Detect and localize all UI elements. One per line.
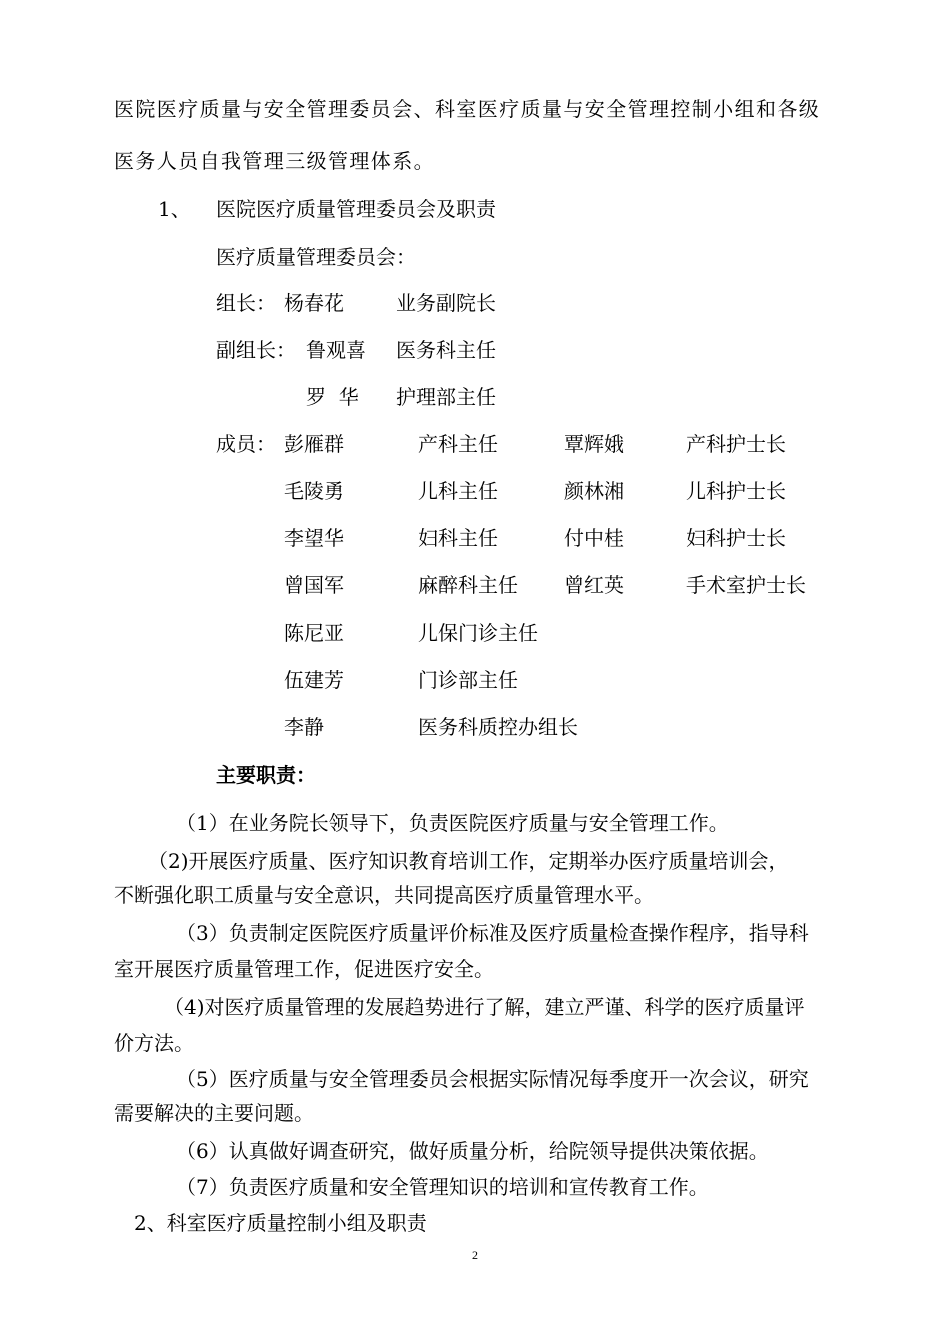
page-number: 2 [472, 1248, 478, 1262]
deputy-name: 鲁观喜 [306, 338, 366, 362]
member-title: 麻醉科主任 [418, 573, 518, 597]
deputy-name: 罗 华 [306, 385, 359, 409]
duty-line: 价方法。 [114, 1031, 194, 1055]
committee-label: 医疗质量管理委员会： [216, 245, 416, 269]
member-title: 儿科主任 [418, 479, 498, 503]
member-name: 伍建芳 [284, 668, 344, 692]
duty-line: 室开展医疗质量管理工作，促进医疗安全。 [114, 957, 494, 981]
member-title: 产科护士长 [686, 432, 786, 456]
leader-label: 组长： [216, 291, 276, 315]
deputy-label: 副组长： [216, 338, 296, 362]
member-title: 门诊部主任 [418, 668, 518, 692]
duty-line: （1）在业务院长领导下，负责医院医疗质量与安全管理工作。 [176, 811, 729, 835]
member-title: 产科主任 [418, 432, 498, 456]
intro-line-1: 医院医疗质量与安全管理委员会、科室医疗质量与安全管理控制小组和各级 [114, 97, 821, 121]
duty-line: 不断强化职工质量与安全意识，共同提高医疗质量管理水平。 [114, 883, 654, 907]
member-title: 医务科质控办组长 [418, 715, 578, 739]
member-title: 妇科护士长 [686, 526, 786, 550]
member-name: 李望华 [284, 526, 344, 550]
duty-line: （5）医疗质量与安全管理委员会根据实际情况每季度开一次会议，研究 [176, 1067, 809, 1091]
member-title: 手术室护士长 [686, 573, 806, 597]
leader-name: 杨春花 [284, 291, 344, 315]
member-name: 陈尼亚 [284, 621, 344, 645]
duty-line: （4)对医疗质量管理的发展趋势进行了解，建立严谨、科学的医疗质量评 [164, 995, 805, 1019]
member-name: 李静 [284, 715, 324, 739]
member-title: 妇科主任 [418, 526, 498, 550]
duty-line: 需要解决的主要问题。 [114, 1101, 314, 1125]
member-name: 颜林湘 [564, 479, 624, 503]
section1-number: 1、 [158, 197, 191, 221]
member-name: 彭雁群 [284, 432, 344, 456]
member-title: 儿保门诊主任 [418, 621, 538, 645]
duty-line: （7）负责医疗质量和安全管理知识的培训和宣传教育工作。 [176, 1175, 709, 1199]
section1-title: 医院医疗质量管理委员会及职责 [216, 197, 496, 221]
member-name: 曾国军 [284, 573, 344, 597]
members-label: 成员： [216, 432, 276, 456]
intro-line-2: 医务人员自我管理三级管理体系。 [114, 149, 435, 173]
deputy-title: 护理部主任 [396, 385, 496, 409]
leader-title: 业务副院长 [396, 291, 496, 315]
member-title: 儿科护士长 [686, 479, 786, 503]
deputy-title: 医务科主任 [396, 338, 496, 362]
duty-line: （2)开展医疗质量、医疗知识教育培训工作，定期举办医疗质量培训会， [148, 849, 789, 873]
duties-heading: 主要职责： [216, 763, 316, 787]
section2-title: 2、科室医疗质量控制小组及职责 [134, 1211, 427, 1235]
member-name: 覃辉娥 [564, 432, 624, 456]
duty-line: （6）认真做好调查研究，做好质量分析，给院领导提供决策依据。 [176, 1139, 769, 1163]
duty-line: （3）负责制定医院医疗质量评价标准及医疗质量检查操作程序，指导科 [176, 921, 809, 945]
member-name: 付中桂 [564, 526, 624, 550]
member-name: 曾红英 [564, 573, 624, 597]
member-name: 毛陵勇 [284, 479, 344, 503]
